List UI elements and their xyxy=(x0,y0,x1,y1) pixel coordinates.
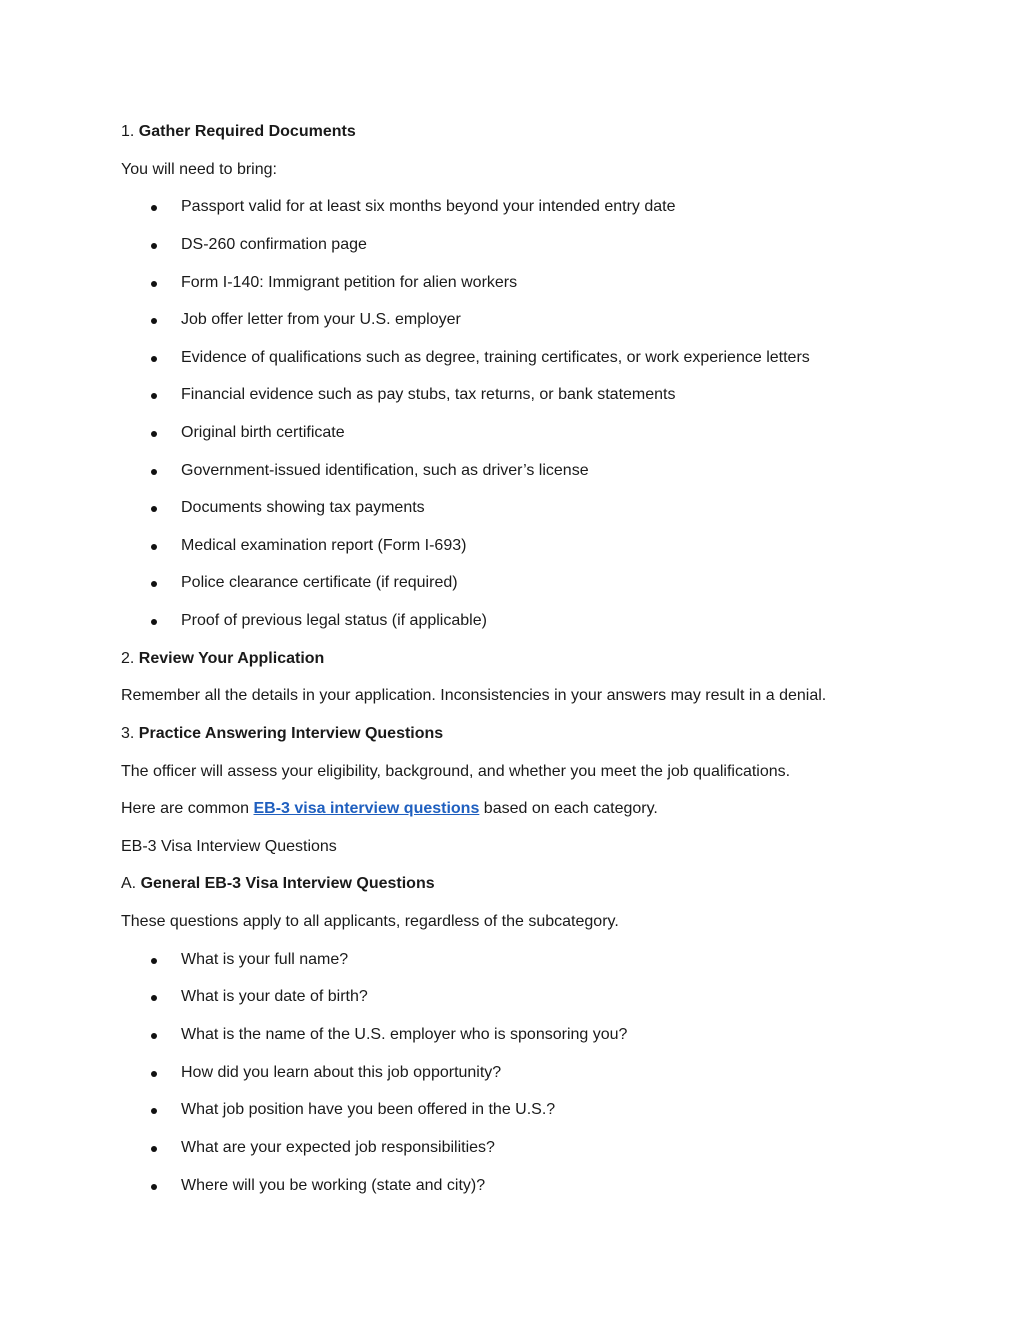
interview-questions-link[interactable]: EB-3 visa interview questions xyxy=(253,800,480,817)
bullet-icon xyxy=(151,393,157,399)
section-1-intro: You will need to bring: xyxy=(121,161,277,178)
bullet-icon xyxy=(151,1146,157,1152)
section-a-letter: A. xyxy=(121,875,137,892)
bullet-icon xyxy=(151,1108,157,1114)
section-3-number: 3. xyxy=(121,725,135,742)
section-2-title: Review Your Application xyxy=(138,650,325,667)
section-2-number: 2. xyxy=(121,650,135,667)
bullet-icon xyxy=(151,544,157,550)
bullet-icon xyxy=(151,205,157,211)
common-questions-line xyxy=(121,799,658,819)
section-1-heading xyxy=(121,122,356,142)
bullet-icon xyxy=(151,281,157,287)
section-2-body: Remember all the details in your application. Inconsistencies in your answers may result in a denial. xyxy=(121,687,827,704)
section-3-body: The officer will assess your eligibility, background, and whether you meet the job qualifications. xyxy=(121,763,791,780)
bullet-icon xyxy=(151,506,157,512)
bullet-icon xyxy=(151,581,157,587)
section-a-intro: These questions apply to all applicants, regardless of the subcategory. xyxy=(121,913,619,930)
section-a-title: General EB-3 Visa Interview Questions xyxy=(140,875,435,892)
eb3-questions-subheading: EB-3 Visa Interview Questions xyxy=(121,838,337,855)
bullet-icon xyxy=(151,469,157,475)
common-questions-prefix: Here are common xyxy=(121,800,254,817)
bullet-icon xyxy=(151,1033,157,1039)
bullet-icon xyxy=(151,619,157,625)
bullet-icon xyxy=(151,958,157,964)
section-2-heading xyxy=(121,649,324,669)
document-page: 1. Gather Required Documents You will need to bring: Passport valid for at least six months beyond your intended entry date DS-260 confirmation page Form I-140: Immigrant petition for alien workers Job offer letter from your U.S. employer Evidence of qualifications such as degree, training certificates, or work experience letters Financial evidence such as pay stubs, tax returns, or bank statements Original birth certificate Government-issued identification, such as driver’s license Documents showing tax payments Medical examination report (Form I-693) Police clearance certificate (if required) Proof of previous legal status (if applicable) 2. Review Your Application Remember all the details in your application. Inconsistencies in your answers may result in a denial. 3. Practice Answering Interview Questions The officer will assess your eligibility, background, and whether you meet the job qualifications. Here are common EB-3 visa interview questions based on each category. EB-3 Visa Interview Questions A. General EB-3 Visa Interview Questions These questions apply to all applicants, regardless of the subcategory. What is your full name? What is your date of birth? What is the name of the U.S. employer who is sponsoring you? How did you learn about this job opportunity? What job position have you been offered in the U.S.? What are your expected job responsibilities? Where will you be working (state and city)? xyxy=(121,123,827,1194)
section-1-title: Gather Required Documents xyxy=(138,123,356,140)
bullet-icon xyxy=(151,1184,157,1190)
section-3-title: Practice Answering Interview Questions xyxy=(138,725,444,742)
section-a-heading xyxy=(121,874,435,894)
section-1-number: 1. xyxy=(121,123,135,140)
section-3-heading xyxy=(121,724,443,744)
bullet-icon xyxy=(151,356,157,362)
bullet-icon xyxy=(151,243,157,249)
bullet-icon xyxy=(151,431,157,437)
bullet-icon xyxy=(151,318,157,324)
bullet-icon xyxy=(151,995,157,1001)
bullet-icon xyxy=(151,1071,157,1077)
common-questions-suffix: based on each category. xyxy=(479,800,658,817)
